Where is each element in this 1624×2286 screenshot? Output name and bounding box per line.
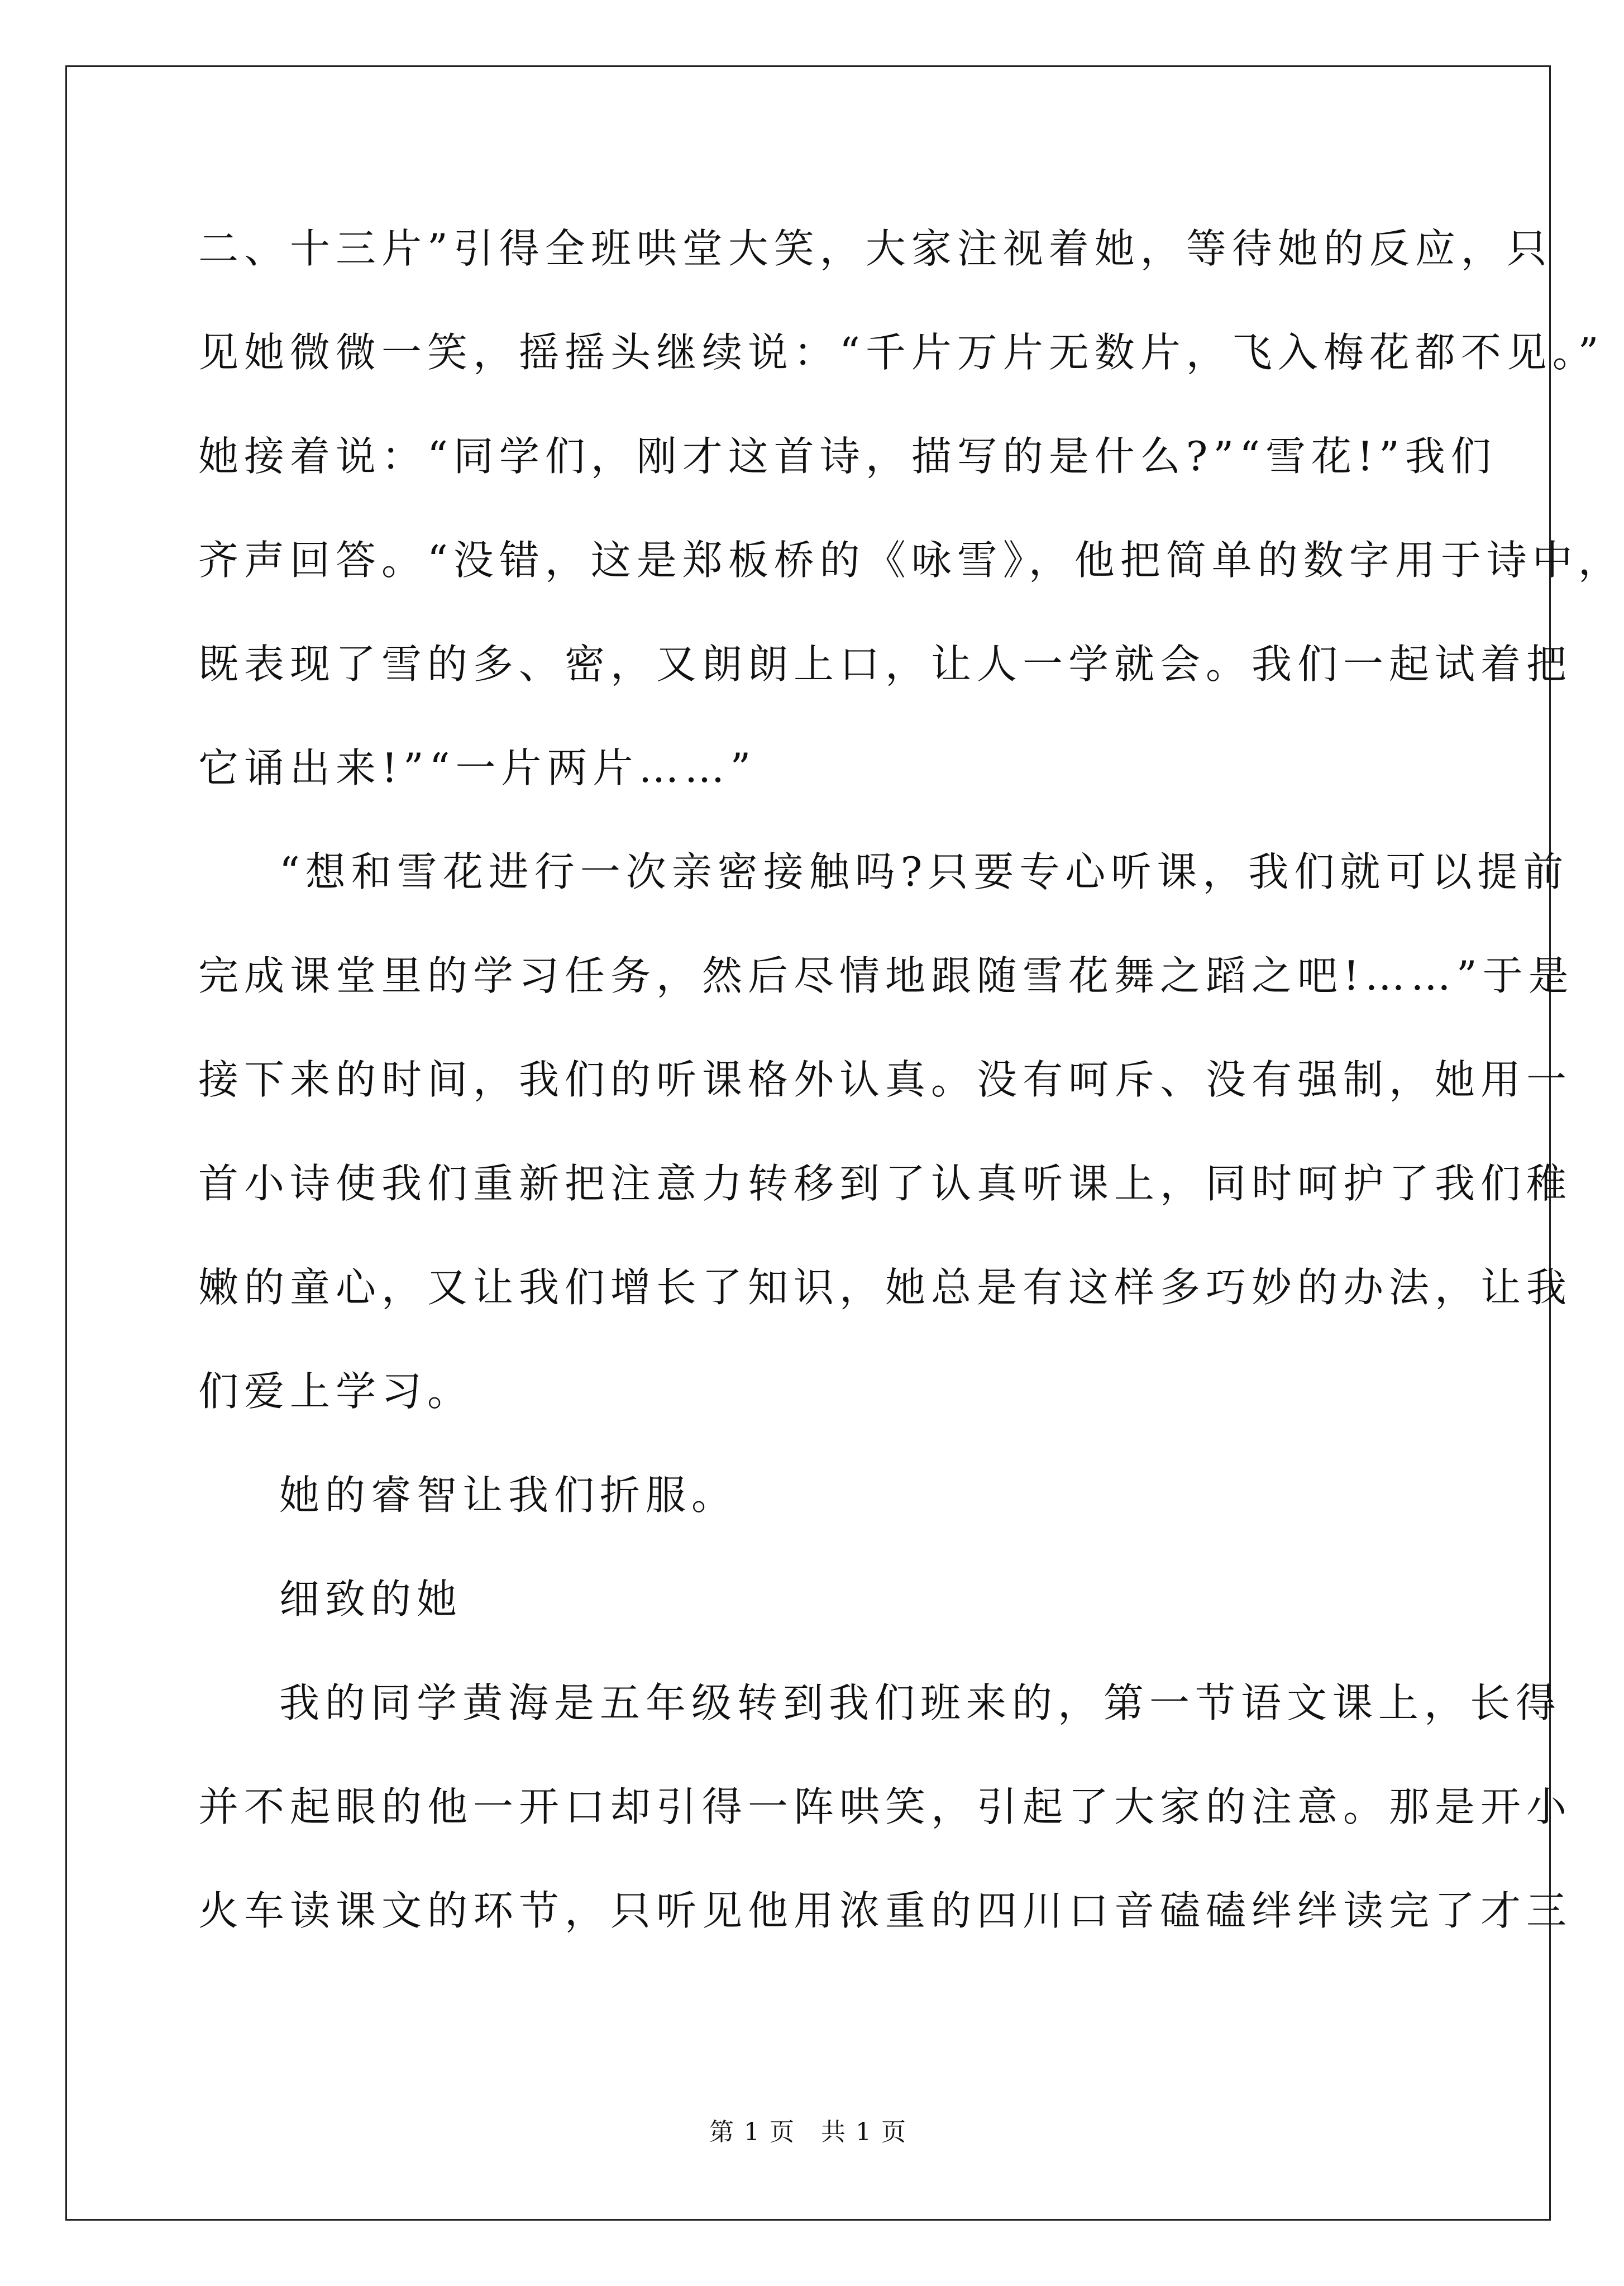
section-heading: 细致的她 bbox=[279, 1576, 463, 1622]
text-line: 完成课堂里的学习任务，然后尽情地跟随雪花舞之蹈之吧!……”于是 bbox=[198, 952, 1574, 999]
text-line: 见她微微一笑，摇摇头继续说：“千片万片无数片，飞入梅花都不见。” bbox=[198, 329, 1604, 376]
text-line: 它诵出来!”“一片两片……” bbox=[198, 744, 757, 791]
text-line: 她接着说：“同学们，刚才这首诗，描写的是什么?”“雪花!”我们 bbox=[198, 433, 1497, 480]
text-line: 首小诗使我们重新把注意力转移到了认真听课上，同时呵护了我们稚 bbox=[198, 1160, 1573, 1207]
page-footer: 第 1 页 共 1 页 bbox=[709, 2118, 907, 2146]
paragraph-start-line: 我的同学黄海是五年级转到我们班来的，第一节语文课上，长得 bbox=[279, 1679, 1562, 1726]
paragraph-start-line: 她的睿智让我们折服。 bbox=[279, 1472, 738, 1519]
text-line: 接下来的时间，我们的听课格外认真。没有呵斥、没有强制，她用一 bbox=[198, 1056, 1573, 1103]
paragraph-start-line: “想和雪花进行一次亲密接触吗?只要专心听课，我们就可以提前 bbox=[279, 848, 1569, 895]
text-line: 们爱上学习。 bbox=[198, 1368, 474, 1415]
text-line: 火车读课文的环节，只听见他用浓重的四川口音磕磕绊绊读完了才三 bbox=[198, 1887, 1573, 1934]
text-line: 齐声回答。“没错，这是郑板桥的《咏雪》，他把简单的数字用于诗中， bbox=[198, 537, 1624, 584]
text-line: 既表现了雪的多、密，又朗朗上口，让人一学就会。我们一起试着把 bbox=[198, 641, 1573, 688]
text-line: 二、十三片”引得全班哄堂大笑，大家注视着她，等待她的反应，只 bbox=[198, 225, 1553, 272]
document-body bbox=[198, 215, 1624, 1981]
text-line: 嫩的童心，又让我们增长了知识，她总是有这样多巧妙的办法，让我 bbox=[198, 1264, 1573, 1311]
text-line: 并不起眼的他一开口却引得一阵哄笑，引起了大家的注意。那是开小 bbox=[198, 1783, 1573, 1830]
